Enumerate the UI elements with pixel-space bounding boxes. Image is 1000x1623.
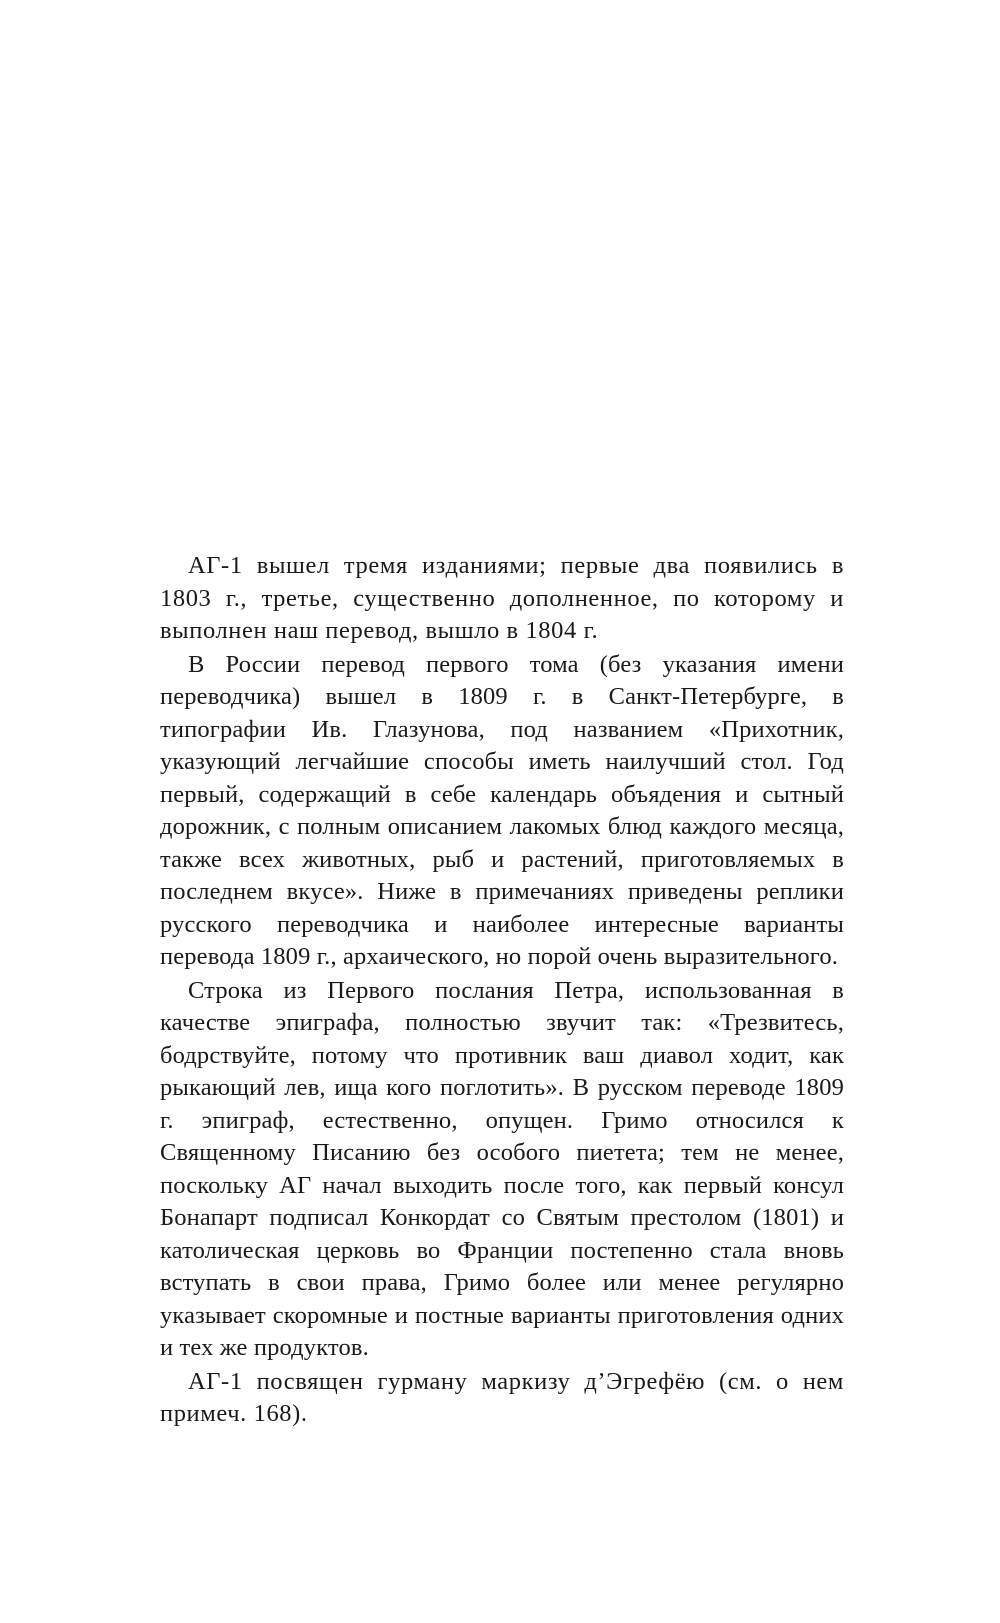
paragraph-dedication: АГ-1 посвящен гурману маркизу д’Эгрефёю (см. о нем примеч. 168). — [160, 1367, 844, 1427]
paragraph-epigraph: Строка из Первого послания Петра, использованная в качестве эпиграфа, полностью звучит так: «Трезвитесь, бодрствуйте, потому что противник ваш диавол ходит, как рыкающий лев, ища кого поглотить». В русском переводе 1809 г. эпиграф, естественно, опущен. Гримо относился к Священному Писанию без особого пиетета; тем не менее, поскольку АГ начал выходить после того, как первый консул Бонапарт подписал Конкордат со Святым престолом (1801) и католическая церковь во Франции постепенно стала вновь вступать в свои права, Гримо более или менее регулярно указывает скоромные и постные варианты приготовления одних и тех же продуктов. — [160, 976, 844, 1361]
main-text-block — [160, 550, 844, 1432]
paragraph-editions: АГ-1 вышел тремя изданиями; первые два появились в 1803 г., третье, существенно дополненное, по которому и выполнен наш перевод, вышло в 1804 г. — [160, 552, 844, 644]
paragraph-russian-translation: В России перевод первого тома (без указания имени переводчика) вышел в 1809 г. в Санкт-Петербурге, в типографии Ив. Глазунова, под названием «Прихотник, указующий легчайшие способы иметь наилучший стол. Год первый, содержащий в себе календарь объядения и сытный дорожник, с полным описанием лакомых блюд каждого месяца, также всех животных, рыб и растений, приготовляемых в последнем вкусе». Ниже в примечаниях приведены реплики русского переводчика и наиболее интересные варианты перевода 1809 г., архаического, но порой очень выразительного. — [160, 650, 844, 970]
